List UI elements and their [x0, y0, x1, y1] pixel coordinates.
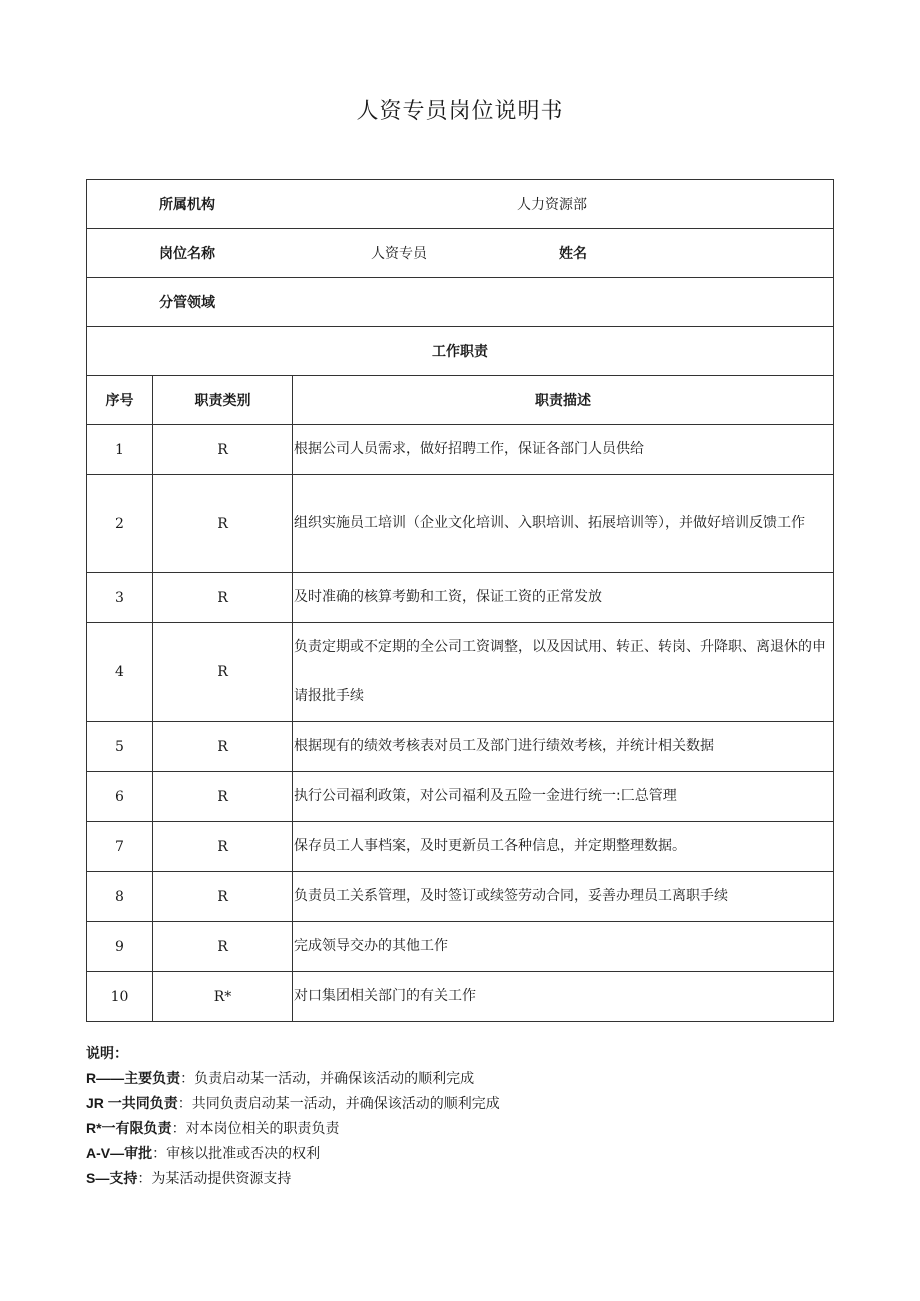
row-type: R — [153, 922, 293, 972]
table-row — [87, 772, 834, 822]
org-label: 所属机构 — [159, 197, 215, 213]
row-description: 执行公司福利政策，对公司福利及五险一金进行统一:匚总管理 — [293, 772, 834, 822]
section-title: 工作职责 — [87, 327, 834, 376]
job-description-table — [86, 179, 834, 1022]
row-description: 组织实施员工培训（企业文化培训、入职培训、拓展培训等），并做好培训反馈工作 — [293, 475, 834, 573]
header-desc: 职责描述 — [293, 376, 834, 425]
note-item — [86, 1141, 500, 1166]
row-number: 10 — [87, 972, 153, 1022]
row-type: R — [153, 772, 293, 822]
note-text: ：审核以批准或否决的权利 — [152, 1146, 321, 1162]
domain-cell — [87, 278, 834, 327]
row-description: 及时准确的核算考勤和工资，保证工资的正常发放 — [293, 573, 834, 623]
notes-heading: 说明： — [86, 1046, 128, 1062]
note-item — [86, 1066, 500, 1091]
org-value: 人力资源部 — [517, 197, 587, 213]
row-number: 6 — [87, 772, 153, 822]
position-value: 人资专员 — [371, 246, 427, 262]
position-label: 岗位名称 — [159, 246, 215, 262]
note-text: ：为某活动提供资源支持 — [137, 1171, 292, 1187]
note-text: ：负责启动某一活动，并确保该活动的顺利完成 — [180, 1071, 475, 1087]
position-cell — [87, 229, 834, 278]
row-number: 5 — [87, 722, 153, 772]
note-key: R*一有限负责 — [86, 1120, 172, 1136]
row-type: R — [153, 822, 293, 872]
table-row — [87, 475, 834, 573]
table-row — [87, 425, 834, 475]
note-item — [86, 1116, 500, 1141]
note-key: S—支持 — [86, 1170, 138, 1186]
note-key: R——主要负责 — [86, 1070, 181, 1086]
row-type: R — [153, 573, 293, 623]
row-number: 7 — [87, 822, 153, 872]
header-type: 职责类别 — [153, 376, 293, 425]
row-type: R* — [153, 972, 293, 1022]
table-row — [87, 972, 834, 1022]
domain-row — [87, 278, 834, 327]
document-title: 人资专员岗位说明书 — [356, 99, 564, 124]
table-row — [87, 722, 834, 772]
row-number: 9 — [87, 922, 153, 972]
row-number: 8 — [87, 872, 153, 922]
row-description: 负责定期或不定期的全公司工资调整，以及因试用、转正、转岗、升降职、离退休的申请报批手续 — [293, 623, 834, 722]
org-row — [87, 180, 834, 229]
row-description: 对口集团相关部门的有关工作 — [293, 972, 834, 1022]
name-label: 姓名 — [559, 246, 587, 262]
note-key: JR 一共同负责 — [86, 1095, 178, 1111]
column-header-row — [87, 376, 834, 425]
position-row — [87, 229, 834, 278]
row-number: 3 — [87, 573, 153, 623]
note-text: ：共同负责启动某一活动，并确保该活动的顺利完成 — [177, 1096, 500, 1112]
row-type: R — [153, 425, 293, 475]
row-type: R — [153, 623, 293, 722]
table-row — [87, 872, 834, 922]
org-cell — [87, 180, 834, 229]
row-description: 保存员工人事档案，及时更新员工各种信息，并定期整理数据。 — [293, 822, 834, 872]
row-number: 2 — [87, 475, 153, 573]
header-no: 序号 — [87, 376, 153, 425]
legend-notes — [86, 1042, 500, 1191]
domain-label: 分管领域 — [159, 295, 215, 311]
row-number: 1 — [87, 425, 153, 475]
table-row — [87, 822, 834, 872]
row-number: 4 — [87, 623, 153, 722]
table-row — [87, 573, 834, 623]
row-description: 根据公司人员需求，做好招聘工作，保证各部门人员供给 — [293, 425, 834, 475]
row-description: 完成领导交办的其他工作 — [293, 922, 834, 972]
row-type: R — [153, 722, 293, 772]
row-type: R — [153, 872, 293, 922]
note-key: A-V—审批 — [86, 1145, 153, 1161]
note-text: ：对本岗位相关的职责负责 — [171, 1121, 340, 1137]
table-row — [87, 922, 834, 972]
note-item — [86, 1091, 500, 1116]
row-type: R — [153, 475, 293, 573]
section-title-row — [87, 327, 834, 376]
row-description: 根据现有的绩效考核表对员工及部门进行绩效考核，并统计相关数据 — [293, 722, 834, 772]
row-description: 负责员工关系管理，及时签订或续签劳动合同，妥善办理员工离职手续 — [293, 872, 834, 922]
table-row — [87, 623, 834, 722]
note-item — [86, 1166, 500, 1191]
